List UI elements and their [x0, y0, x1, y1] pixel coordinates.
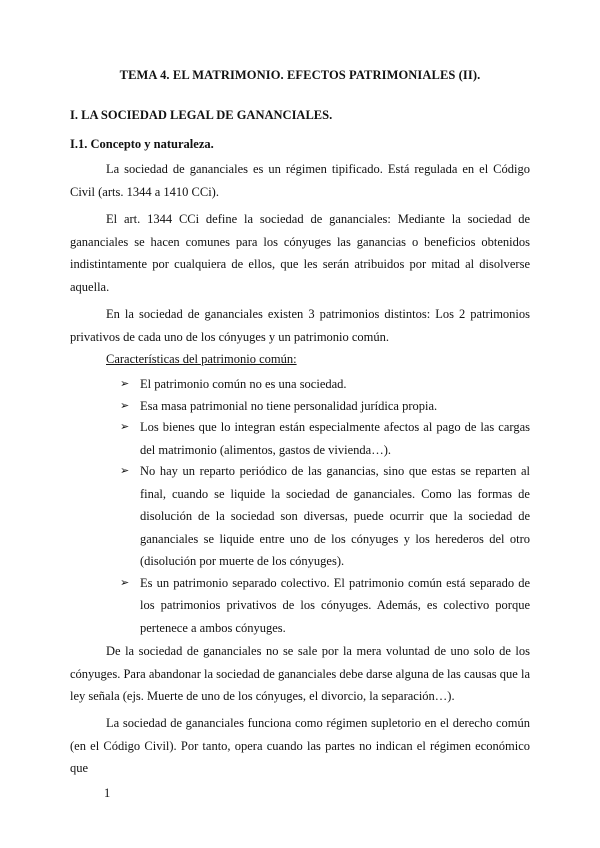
arrow-bullet-icon: ➢ — [120, 398, 130, 412]
page-number: 1 — [104, 786, 111, 800]
arrow-bullet-icon: ➢ — [120, 464, 130, 477]
paragraph: El art. 1344 CCi define la sociedad de gananciales: Mediante la sociedad de gananciales se hacen comunes para los cónyuges las ganancias o beneficios obtenidos indistintamente por cualquiera de ellos, que les serán atribuidos por mitad al disolverse aquella. — [70, 212, 530, 294]
arrow-bullet-icon: ➢ — [120, 420, 130, 433]
list-item — [120, 460, 530, 573]
list-item-text: No hay un reparto periódico de las ganancias, sino que estas se reparten al final, cuando se liquide la sociedad de gananciales. Como las formas de disolución de la sociedad son diversas, puede ocurrir que la sociedad de gananciales se liquide entre uno de los cónyuges y los herederos del otro (disolución por muerte de los cónyuges). — [140, 464, 530, 568]
list-item — [120, 395, 530, 418]
paragraph: De la sociedad de gananciales no se sale por la mera voluntad de uno solo de los cónyuges. Para abandonar la sociedad de gananciales debe darse alguna de las causas que la ley señala (ejs. Muerte de uno de los cónyuges, el divorcio, la separación…). — [70, 644, 530, 703]
arrow-bullet-icon: ➢ — [120, 575, 130, 589]
paragraph: La sociedad de gananciales funciona como régimen supletorio en el derecho común (en el Código Civil). Por tanto, opera cuando las partes no indican el régimen económico que — [70, 716, 530, 775]
list-item-text: El patrimonio común no es una sociedad. — [140, 377, 347, 391]
arrow-bullet-icon: ➢ — [120, 377, 130, 390]
list-item — [120, 373, 530, 396]
characteristics-list — [120, 373, 530, 639]
characteristics-heading: Características del patrimonio común: — [106, 352, 297, 366]
section-heading: I. LA SOCIEDAD LEGAL DE GANANCIALES. — [70, 108, 333, 122]
page-title: TEMA 4. EL MATRIMONIO. EFECTOS PATRIMONIALES (II). — [119, 68, 481, 82]
list-item-text: Esa masa patrimonial no tiene personalidad jurídica propia. — [140, 398, 438, 413]
paragraph: La sociedad de gananciales es un régimen tipificado. Está regulada en el Código Civil (arts. 1344 a 1410 CCi). — [70, 162, 530, 199]
subsection-heading: I.1. Concepto y naturaleza. — [70, 137, 214, 151]
list-item-text: Los bienes que lo integran están especialmente afectos al pago de las cargas del matrimonio (alimentos, gastos de vivienda…). — [140, 420, 530, 457]
list-item-text: Es un patrimonio separado colectivo. El patrimonio común está separado de los patrimonios privativos de los cónyuges. Además, es colectivo porque pertenece a ambos cónyuges. — [140, 575, 530, 635]
paragraph: En la sociedad de gananciales existen 3 patrimonios distintos: Los 2 patrimonios privativos de cada uno de los cónyuges y un patrimonio común. — [70, 307, 530, 344]
list-item — [120, 416, 530, 461]
list-item — [120, 572, 530, 640]
